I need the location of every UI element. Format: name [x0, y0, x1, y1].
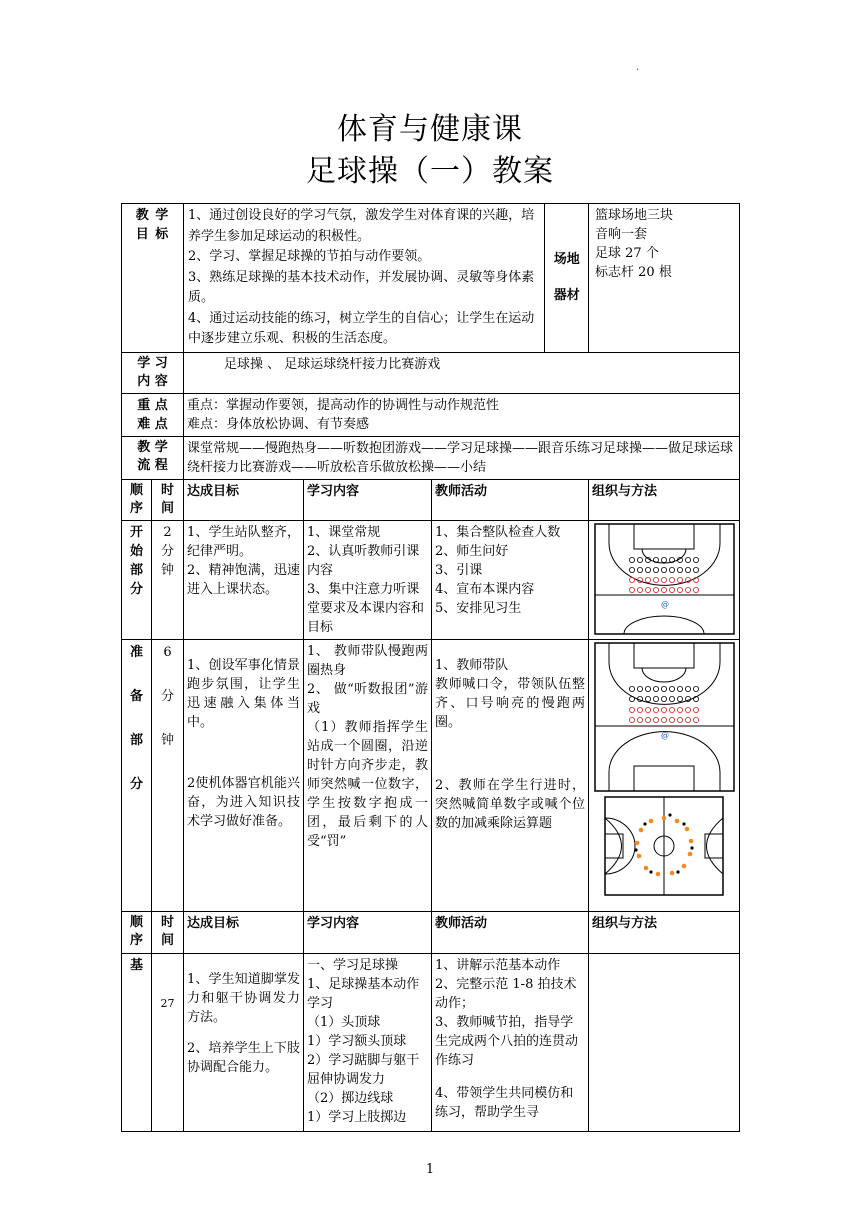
goal-text: 1、学生站队整齐，纪律严明。	[187, 524, 300, 559]
col-study: 学习内容	[304, 911, 432, 953]
goals-row	[122, 204, 740, 353]
col-goal: 达成目标	[184, 911, 304, 953]
key-cell	[184, 393, 740, 436]
study-text: 3、集中注意力听课堂要求及本课内容和目标	[307, 581, 425, 635]
col-goal: 达成目标	[184, 479, 304, 520]
teacher-text: 2、完整示范 1-8 拍技术动作；	[435, 976, 577, 1011]
study-text: （2）掷边线球	[307, 1090, 394, 1106]
basic-study	[304, 953, 432, 1131]
difficulty-point: 难点：身体放松协调、有节奏感	[187, 416, 370, 432]
full-court-circle-diagram	[604, 796, 724, 896]
half-court-diagram	[594, 642, 735, 792]
col-org: 组织与方法	[589, 911, 740, 953]
prep-org	[589, 639, 740, 911]
key-point: 重点：掌握动作要领，提高动作的协调性与动作规范性	[187, 397, 500, 413]
header-dot: .	[636, 62, 640, 73]
teacher-text: 5、安排见习生	[435, 600, 522, 616]
teacher-text: 1、集合整队检查人数	[435, 524, 561, 540]
document-subtitle: 足球操（一）教案	[306, 154, 554, 189]
key-row	[122, 393, 740, 436]
goals-label: 教 学 目 标	[122, 204, 184, 353]
goals-list	[184, 204, 544, 352]
col-teacher: 教师活动	[432, 479, 589, 520]
col-time: 时 间	[152, 479, 184, 520]
prep-section-label: 准 备 部 分	[122, 639, 152, 911]
venue-equipment-label: 场地 器材	[553, 251, 580, 303]
start-teacher	[432, 520, 589, 639]
goals-cell	[184, 204, 589, 353]
equipment-list	[589, 204, 740, 353]
start-study	[304, 520, 432, 639]
prep-goals	[184, 639, 304, 911]
teacher-text: 2、教师在学生行进时，突然喊简单数字或喊个位数的加减乘除运算题	[435, 777, 586, 831]
study-text: 1）学习上肢掷边	[307, 1109, 407, 1125]
half-court-diagram	[594, 523, 735, 635]
col-org: 组织与方法	[589, 479, 740, 520]
flow-label: 教 学 流 程	[122, 436, 184, 479]
teacher-text: 1、教师带队	[435, 657, 509, 673]
goal-text: 2使机体器官机能兴奋，为进入知识技术学习做好准备。	[187, 775, 300, 829]
study-text: 1、 教师带队慢跑两圈热身	[307, 643, 428, 678]
study-text: 1、课堂常规	[307, 524, 381, 540]
prep-study	[304, 639, 432, 911]
goal-text: 1、创设军事化情景跑步氛围，让学生迅速融入集体当中。	[187, 657, 300, 730]
col-study: 学习内容	[304, 479, 432, 520]
col-teacher: 教师活动	[432, 911, 589, 953]
equipment-item: 足球 27 个	[595, 246, 659, 261]
goal-item: 1、通过创设良好的学习气氛，激发学生对体育课的兴趣，培养学生参加足球运动的积极性。	[188, 208, 535, 244]
study-text: 一、学习足球操	[307, 957, 399, 973]
content-text: 足球操 、 足球运球绕杆接力比赛游戏	[184, 352, 740, 393]
prep-section-row	[122, 639, 740, 911]
basic-section-time: 27	[152, 953, 184, 1131]
flow-row	[122, 436, 740, 479]
start-goals	[184, 520, 304, 639]
study-text: 2、认真听教师引课内容	[307, 543, 420, 578]
document-title: 体育与健康课	[337, 112, 523, 147]
study-text: 1、足球操基本动作学习	[307, 976, 420, 1011]
start-section-row	[122, 520, 740, 639]
basic-teacher	[432, 953, 589, 1131]
column-header-row	[122, 479, 740, 520]
study-text: 2、 做“听数报团”游戏	[307, 681, 428, 716]
flow-text: 课堂常规——慢跑热身——听数抱团游戏——学习足球操——跟音乐练习足球操——做足球运球绕杆接力比赛游戏——听放松音乐做放松操——小结	[184, 436, 740, 479]
goal-item: 4、通过运动技能的练习，树立学生的自信心；让学生在运动中逐步建立乐观、积极的生活态度。	[188, 310, 535, 346]
teacher-text: 4、宣布本课内容	[435, 581, 535, 597]
basic-org	[589, 953, 740, 1131]
goal-item: 2、学习、掌握足球操的节拍与动作要领。	[188, 249, 431, 264]
goal-item: 3、熟练足球操的基本技术动作，并发展协调、灵敏等身体素质。	[188, 269, 535, 305]
teacher-marker: @	[660, 599, 669, 609]
col-order: 顺 序	[122, 479, 152, 520]
equipment-item: 篮球场地三块	[595, 208, 674, 223]
page-number: 1	[425, 1162, 435, 1177]
goal-text: 2、精神饱满，迅速进入上课状态。	[187, 562, 300, 597]
teacher-text: 3、引课	[435, 562, 483, 578]
teacher-marker: @	[660, 730, 669, 740]
basic-goals	[184, 953, 304, 1131]
study-text: 2）学习踮脚与躯干屈伸协调发力	[307, 1052, 420, 1087]
key-label: 重 点 难 点	[122, 393, 184, 436]
prep-section-time: 6 分 钟	[152, 639, 184, 911]
basic-section-label: 基	[122, 953, 152, 1131]
content-row	[122, 352, 740, 393]
start-org	[589, 520, 740, 639]
teacher-text: 4、带领学生共同模仿和练习，帮助学生寻	[435, 1085, 574, 1120]
equipment-item: 标志杆 20 根	[595, 265, 672, 280]
prep-teacher	[432, 639, 589, 911]
goal-text: 1、学生知道脚掌发力和躯干协调发力方法。	[187, 971, 300, 1025]
goal-text: 2、培养学生上下肢协调配合能力。	[187, 1040, 300, 1075]
equipment-item: 音响一套	[595, 227, 648, 242]
col-order: 顺 序	[122, 911, 152, 953]
study-text: （1）头顶球	[307, 1014, 381, 1030]
study-text: 1）学习额头顶球	[307, 1033, 407, 1049]
content-label: 学 习 内 容	[122, 352, 184, 393]
student-rows	[629, 557, 698, 572]
basic-section-row	[122, 953, 740, 1131]
study-text: （1）教师指挥学生站成一个圆圈，沿逆时针方向齐步走，教师突然喊一位数字，学生按数字抱成一团，最后剩下的人受“罚”	[307, 719, 428, 849]
column-header-row-2	[122, 911, 740, 953]
teacher-text: 3、教师喊节拍，指导学生完成两个八拍的连贯动作练习	[435, 1014, 579, 1068]
lesson-plan-table	[121, 203, 740, 1132]
teacher-text: 1、讲解示范基本动作	[435, 957, 561, 973]
teacher-text: 教师喊口令，带领队伍整齐、口号响亮的慢跑两圈。	[435, 676, 586, 730]
start-section-time: 2 分 钟	[152, 520, 184, 639]
teacher-text: 2、师生问好	[435, 543, 509, 559]
col-time: 时 间	[152, 911, 184, 953]
start-section-label: 开 始 部 分	[122, 520, 152, 639]
